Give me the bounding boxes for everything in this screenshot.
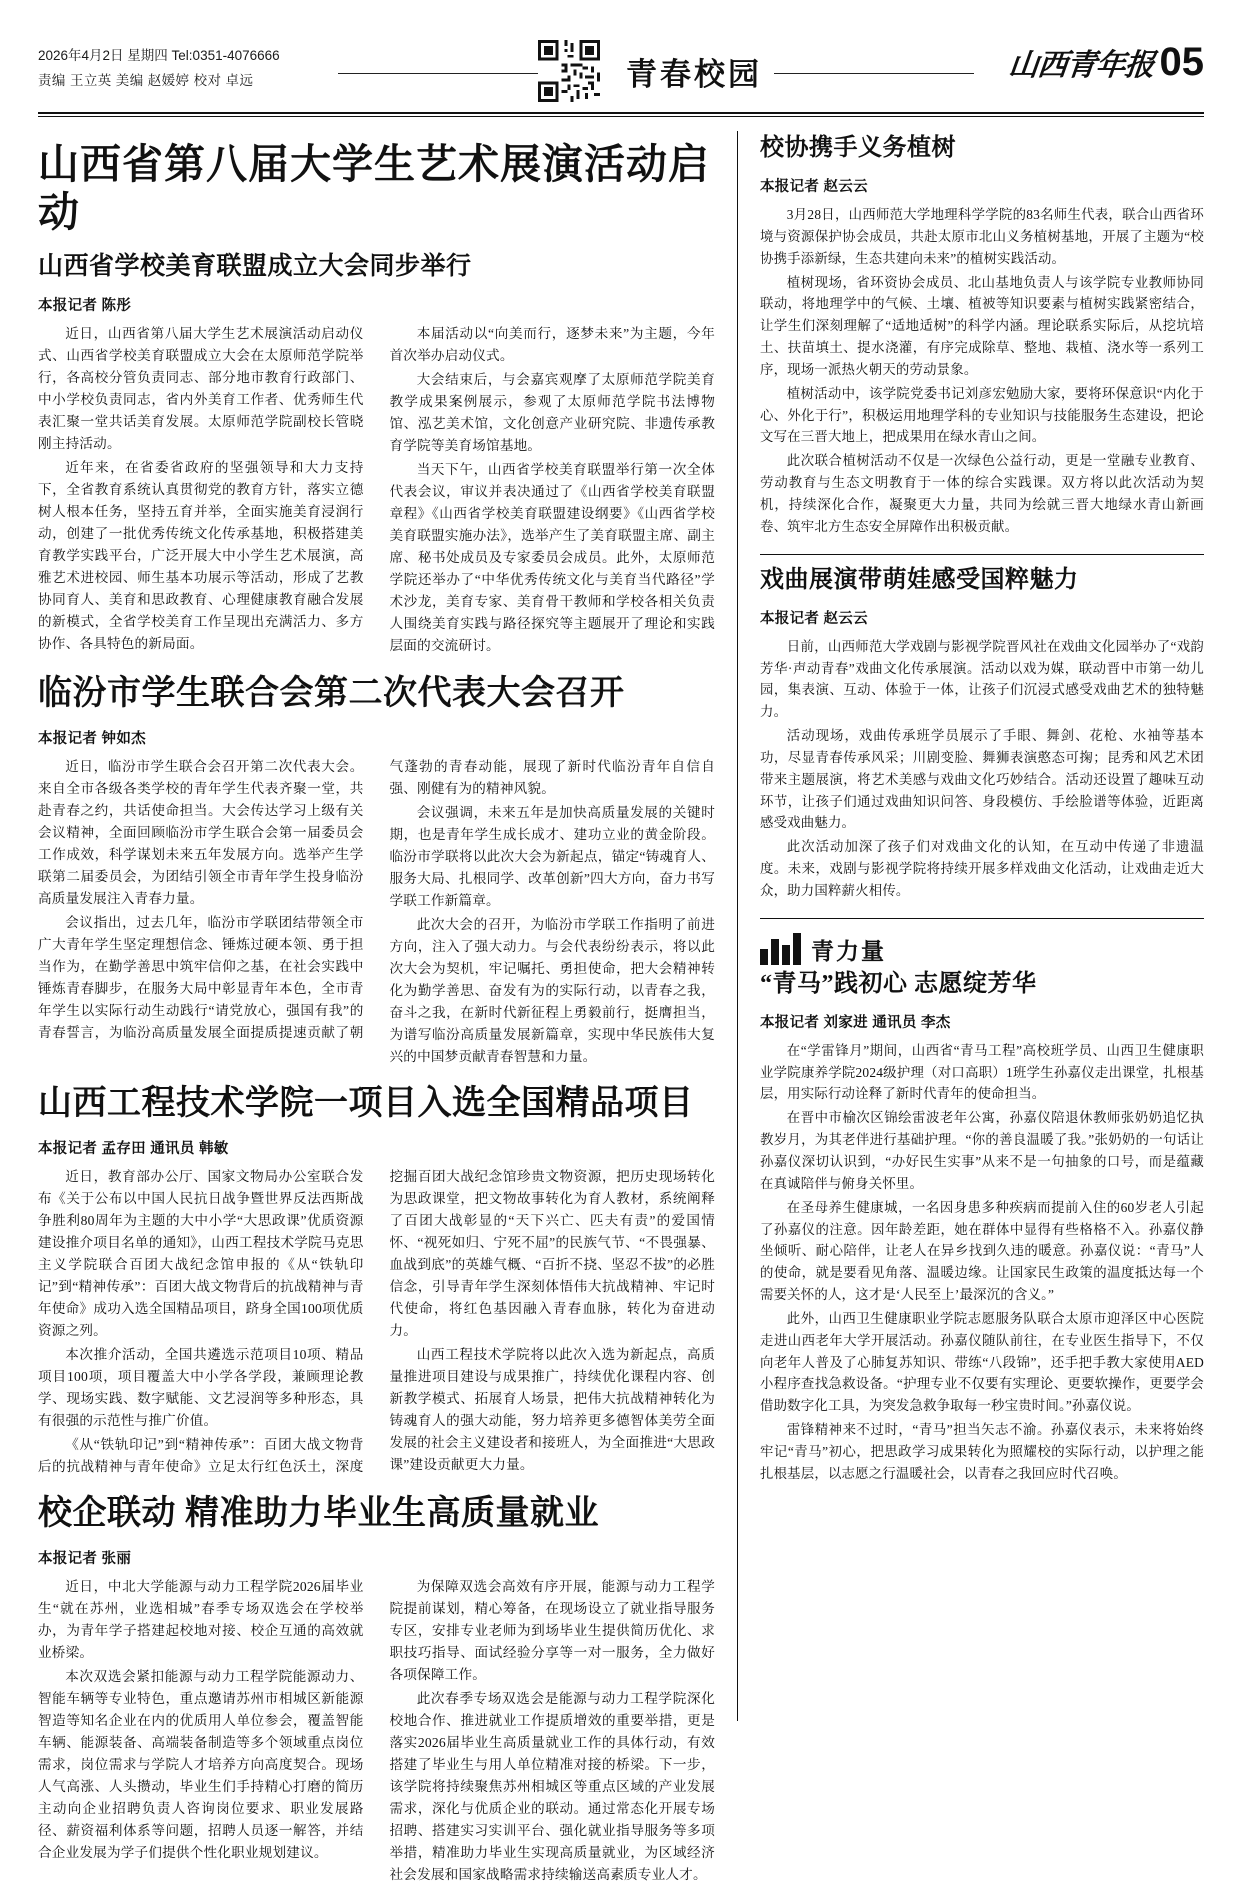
masthead-date: 2026年4月2日 星期四 Tel:0351-4076666 xyxy=(38,48,280,63)
paragraph: 当天下午，山西省学校美育联盟举行第一次全体代表会议，审议并表决通过了《山西省学校美育联盟章程》《山西省学校美育联盟建设纲要》《山西省学校美育联盟实施办法》，选举产生了美育联盟主席、副主席、秘书处成员及专家委员会成员。此外，太原师范学院还举办了“中华优秀传统文化与美育当代路径”学术沙龙，美育专家、美育骨干教师和学校各相关负责人围绕美育实践与路径探究等主题展开了理论和实践层面的交流研讨。 xyxy=(389,462,715,654)
article-body xyxy=(760,636,1204,902)
paragraph: 日前，山西师范大学戏剧与影视学院晋风社在戏曲文化园举办了“戏韵芳华·声动青春”戏曲文化传承展演。活动以戏为媒，联动晋中市第一幼儿园，集表演、互动、体验于一体，让孩子们沉浸式感受戏曲艺术的独特魅力。 xyxy=(760,638,1204,720)
paragraph: 近年来，在省委省政府的坚强领导和大力支持下，全省教育系统认真贯彻党的教育方针，落实立德树人根本任务，坚持五育并举，全面实施美育浸润行动，创建了一批优秀传统文化传承基地，积极搭建美育教学实践平台，广泛开展大中小学生艺术展演，高雅艺术进校园、师生基本功展示等活动，形成了艺教协同育人、美育和思政教育、心理健康教育融合发展的新模式，全省学校美育工作呈现出充满活力、多方协作、各具特色的新局面。 xyxy=(38,460,364,652)
article-byline: 本报记者 陈彤 xyxy=(38,298,132,315)
paragraph: 近日，中北大学能源与动力工程学院2026届毕业生“就在苏州，业选相城”春季专场双选会在学校举办，为青年学子搭建起校地对接、校企互通的高效就业桥梁。 xyxy=(38,1579,364,1661)
paragraph: 会议强调，未来五年是加快高质量发展的关键时期，也是青年学生成长成才、建功立业的黄金阶段。临汾市学联将以此次大会为新起点，锚定“铸魂育人、服务大局、扎根同学、改革创新”四大方向，奋力书写学联工作新篇章。 xyxy=(389,805,715,909)
paragraph: 活动现场，戏曲传承班学员展示了手眼、舞剑、花枪、水袖等基本功，尽显青春传承风采；川剧变脸、舞狮表演憨态可掬；昆秀和风艺术团带来主题展演，将艺术美感与戏曲文化巧妙结合。活动还设置了趣味互动环节，让孩子们通过戏曲知识问答、身段模仿、手绘脸谱等体验，近距离感受戏曲魅力。 xyxy=(760,728,1204,831)
paragraph: 雷锋精神来不过时，“青马”担当矢志不渝。孙嘉仪表示，未来将始终牢记“青马”初心，把思政学习成果转化为照耀校的实际行动，以护理之能扎根基层，以志愿之行温暖社会，以青春之我回应时代召唤。 xyxy=(760,1422,1204,1481)
masthead-info xyxy=(38,38,338,94)
article-headline: 山西工程技术学院一项目入选全国精品项目 xyxy=(38,1085,694,1123)
masthead-divider xyxy=(38,112,1204,114)
qr-code-icon[interactable] xyxy=(538,40,600,102)
article-body xyxy=(38,756,715,1068)
paragraph: 此外，山西卫生健康职业学院志愿服务队联合太原市迎泽区中心医院走进山西老年大学开展活动。孙嘉仪随队前往，在专业医生指导下，不仅向老年人普及了心肺复苏知识、带练“八段锦”，还手把手教大家使用AED小程序查找急救设备。“护理专业不仅要有实理论、更要软操作，更要学会借助数字化工具，为突发急救争取每一秒宝贵时间。”孙嘉仪说。 xyxy=(760,1310,1204,1414)
article-headline: 戏曲展演带萌娃感受国粹魅力 xyxy=(760,566,1079,593)
article-headline: 山西省第八届大学生艺术展演活动启动 xyxy=(38,141,710,235)
paragraph: 本次推介活动，全国共遴选示范项目10项、精品项目100项，项目覆盖大中小学各学段，兼顾理论教学、现场实践、数字赋能、文艺浸润等多种形态，具有很强的示范性与推广价值。 xyxy=(38,1347,364,1429)
article-byline: 本报记者 孟存田 通讯员 韩敏 xyxy=(38,1141,229,1158)
youth-power-label: 青力量 xyxy=(811,938,886,964)
paper-name: 山西青年报 xyxy=(1006,49,1155,82)
paragraph: 近日，山西省第八届大学生艺术展演活动启动仪式、山西省学校美育联盟成立大会在太原师范学院举行，各高校分管负责同志、部分地市教育行政部门、中小学校负责同志，省内外美育工作者、优秀师生代表汇聚一堂共话美育发展。太原师范学院副校长管晓刚主持活动。 xyxy=(38,326,364,452)
article-headline: 校企联动 精准助力毕业生高质量就业 xyxy=(38,1495,599,1533)
paragraph: 3月28日，山西师范大学地理科学学院的83名师生代表，联合山西省环境与资源保护协会成员，共赴太原市北山义务植树基地，开展了主题为“校协携手添新绿，生态共建向未来”的植树实践活动。 xyxy=(760,207,1204,266)
article-opera-show xyxy=(760,565,1204,902)
article-headline: 临汾市学生联合会第二次代表大会召开 xyxy=(38,675,625,713)
masthead-rule-left xyxy=(338,73,538,74)
section-divider xyxy=(760,554,1204,555)
article-national-project xyxy=(38,1084,715,1478)
page-number: 05 xyxy=(1159,40,1204,84)
masthead-credits: 责编 王立英 美编 赵媛婷 校对 卓远 xyxy=(38,72,254,88)
paragraph: 此次春季专场双选会是能源与动力工程学院深化校地合作、推进就业工作提质增效的重要举措，更是落实2026届毕业生高质量就业工作的具体行动，有效搭建了毕业生与用人单位精准对接的桥梁。下一步，该学院将持续聚焦苏州相城区等重点区域的产业发展需求，深化与优质企业的联动。通过常态化开展专场招聘、搭建实习实训平台、强化就业指导服务等多项举措，精准助力毕业生实现高质量就业，为区域经济社会发展和国家战略需求持续输送高素质专业人才。 xyxy=(389,1691,715,1883)
bar-chart-icon xyxy=(760,931,801,965)
page-body xyxy=(38,131,1204,1883)
paragraph: 近日，临汾市学生联合会召开第二次代表大会。来自全市各级各类学校的青年学生代表齐聚一堂，共赴青春之约，共话使命担当。大会传达学习上级有关会议精神，全面回顾临汾市学生联合会第一届委员会工作成效，科学谋划未来五年发展方向。选举产生学联第二届委员会，为团结引领全市青年学生投身临汾高质量发展注入青春力量。 xyxy=(38,759,364,907)
paragraph: 在晋中市榆次区锦绘雷波老年公寓，孙嘉仪陪退休教师张奶奶追忆执教岁月，为其老伴进行基础护理。“你的善良温暖了我。”张奶奶的一句话让孙嘉仪深切认识到，“办好民生实事”从来不是一句抽象的口号，而是蕴藏在真诚陪伴与俯身关怀里。 xyxy=(760,1110,1204,1191)
section-title: 青春校园 xyxy=(626,56,762,92)
paragraph: 大会结束后，与会嘉宾观摩了太原师范学院美育教学成果案例展示，参观了太原师范学院书法博物馆、泓艺美术馆，文化创意产业研究院、非遗传承教育学院等美育场馆基地。 xyxy=(389,372,715,454)
article-byline: 本报记者 赵云云 xyxy=(760,610,868,627)
article-youth-power xyxy=(760,931,1204,1485)
article-subheadline: 山西省学校美育联盟成立大会同步举行 xyxy=(38,253,472,281)
masthead-brand xyxy=(974,38,1204,84)
paragraph: 此次大会的召开，为临汾市学联工作指明了前进方向，注入了强大动力。与会代表纷纷表示，将以此次大会为契机，牢记嘱托、勇担使命，把大会精神转化为勤学善思、奋发有为的实际行动，以青春之我，奋斗之我，在新时代新征程上勇毅前行，挺膺担当，为谱写临汾高质量发展新篇章，实现中华民族伟大复兴的中国梦贡献青春智慧和力量。 xyxy=(389,917,715,1065)
paragraph: 会议指出，过去几年，临汾市学联团结带领全市广大青年学生坚定理想信念、锤炼过硬本领、勇于担当作为，在勤学善思中筑牢信仰之基，在社会实践中锤炼青春脚步，在服务大局中彰显青年本色，全市青年学生以实际行动生动践行“请党放心，强国有我”的青春誓言，为临汾高质量发展全面提质提速贡献了朝气蓬勃的青春动能，展现了新时代临汾青年自信自强、刚健有为的精神风貌。 xyxy=(38,759,715,1041)
masthead-rule-right xyxy=(774,73,974,74)
masthead-divider-2 xyxy=(38,116,1204,117)
article-art-festival xyxy=(38,141,715,658)
article-headline: “青马”践初心 志愿绽芳华 xyxy=(760,970,1037,997)
article-byline: 本报记者 赵云云 xyxy=(760,179,868,195)
youth-power-logo xyxy=(760,931,1204,965)
article-body xyxy=(38,1576,715,1886)
article-body xyxy=(38,323,715,658)
article-byline: 本报记者 张丽 xyxy=(38,1551,132,1568)
right-column xyxy=(738,131,1204,1721)
article-employment xyxy=(38,1494,715,1886)
masthead-center xyxy=(338,38,974,102)
article-tree-planting xyxy=(760,133,1204,538)
paragraph: 在“学雷锋月”期间，山西省“青马工程”高校班学员、山西卫生健康职业学院康养学院2024级护理（对口高职）1班学生孙嘉仪走出课堂，扎根基层，用实际行动诠释了新时代青年的使命担当。 xyxy=(760,1042,1204,1102)
article-student-congress xyxy=(38,674,715,1068)
paragraph: 植树活动中，该学院党委书记刘彦宏勉励大家，要将环保意识“内化于心、外化于行”，积极运用地理学科的专业知识与技能服务生态建设，把论文写在三晋大地上，把成果用在绿水青山之间。 xyxy=(760,385,1204,445)
paragraph: 本次双选会紧扣能源与动力工程学院能源动力、智能车辆等专业特色，重点邀请苏州市相城区新能源智造等知名企业在内的优质用人单位参会，覆盖智能车辆、能源装备、高端装备制造等多个领域重点岗位需求，岗位需求与学院人才培养方向高度契合。现场人气高涨、人头攒动，毕业生们手持精心打磨的简历主动向企业招聘负责人咨询岗位要求、职业发展路径、薪资福利体系等问题，招聘人员逐一解答，并结合企业发展为学子们提供个性化职业规划建议。 xyxy=(38,1669,364,1861)
masthead xyxy=(38,0,1204,110)
paragraph: 《从“铁轨印记”到“精神传承”：百团大战文物背后的抗战精神与青年使命》立足太行红色沃土，深度挖掘百团大战纪念馆珍贵文物资源，把历史现场转化为思政课堂，把文物故事转化为育人教材，系统阐释了百团大战彰显的“天下兴亡、匹夫有责”的爱国情怀、“视死如归、宁死不屈”的民族气节、“不畏强暴、血战到底”的英雄气概、“百折不挠、坚忍不拔”的必胜信念，引导青年学生深刻体悟伟大抗战精神、牢记时代使命，将红色基因融入青春血脉，转化为奋进动力。 xyxy=(38,1169,715,1475)
paragraph: 为保障双选会高效有序开展，能源与动力工程学院提前谋划，精心筹备，在现场设立了就业指导服务专区，安排专业老师为到场毕业生提供简历优化、求职技巧指导、面试经验分享等一对一服务，全力做好各项保障工作。 xyxy=(389,1579,715,1683)
section-divider xyxy=(760,918,1204,919)
paragraph: 此次联合植树活动不仅是一次绿色公益行动，更是一堂融专业教育、劳动教育与生态文明教育于一体的综合实践课。双方将以此次活动为契机，持续深化合作，凝聚更大力量，共同为绘就三晋大地绿水青山新画卷、筑牢北方生态安全屏障作出积极贡献。 xyxy=(760,453,1204,534)
article-byline: 本报记者 刘家进 通讯员 李杰 xyxy=(760,1014,951,1031)
paragraph: 近日，教育部办公厅、国家文物局办公室联合发布《关于公布以中国人民抗日战争暨世界反法西斯战争胜利80周年为主题的大中小学“大思政课”优质资源建设推介项目名单的通知》，山西工程技术学院马克思主义学院联合百团大战纪念馆申报的《从“铁轨印记”到“精神传承”：百团大战文物背后的抗战精神与青年使命》成功入选全国精品项目，跻身全国100项优质资源之列。 xyxy=(38,1169,364,1339)
article-byline: 本报记者 钟如杰 xyxy=(38,731,146,748)
paragraph: 本届活动以“向美而行，逐梦未来”为主题，今年首次举办启动仪式。 xyxy=(389,326,715,364)
left-column xyxy=(38,131,738,1883)
article-body xyxy=(760,204,1204,538)
paragraph: 植树现场，省环资协会成员、北山基地负责人与该学院专业教师协同联动，将地理学中的气候、土壤、植被等知识要素与植树实践紧密结合，让学生们深刻理解了“适地适树”的科学内涵。理论联系实际后，从挖坑培土、扶苗填土、提水浇灌，有序完成除草、整地、栽植、浇水等一系列工序，现场一派热火朝天的劳动景象。 xyxy=(760,274,1204,377)
article-body xyxy=(38,1166,715,1478)
paragraph: 山西工程技术学院将以此次入选为新起点，高质量推进项目建设与成果推广，持续优化课程内容、创新教学模式、拓展育人场景，把伟大抗战精神转化为铸魂育人的强大动能，努力培养更多德智体美劳全面发展的社会主义建设者和接班人，为全面推进“大思政课”建设贡献更大力量。 xyxy=(389,1347,715,1473)
article-body xyxy=(760,1040,1204,1485)
article-headline: 校协携手义务植树 xyxy=(760,135,956,161)
paragraph: 此次活动加深了孩子们对戏曲文化的认知，在互动中传递了非遗温度。未来，戏剧与影视学院将持续开展多样戏曲文化活动，让戏曲走近大众，助力国粹薪火相传。 xyxy=(760,839,1204,898)
paragraph: 在圣母养生健康城，一名因身患多种疾病而提前入住的60岁老人引起了孙嘉仪的注意。因年龄差距，她在群体中显得有些格格不入。孙嘉仪静坐倾听、耐心陪伴，让老人在异乡找到久违的暖意。孙嘉仪说：“青马”人的使命，就是要看见角落、温暖边缘。让国家民生政策的温度抵达每一个需要关怀的人，这才是‘人民至上’最深沉的含义。” xyxy=(760,1199,1204,1303)
